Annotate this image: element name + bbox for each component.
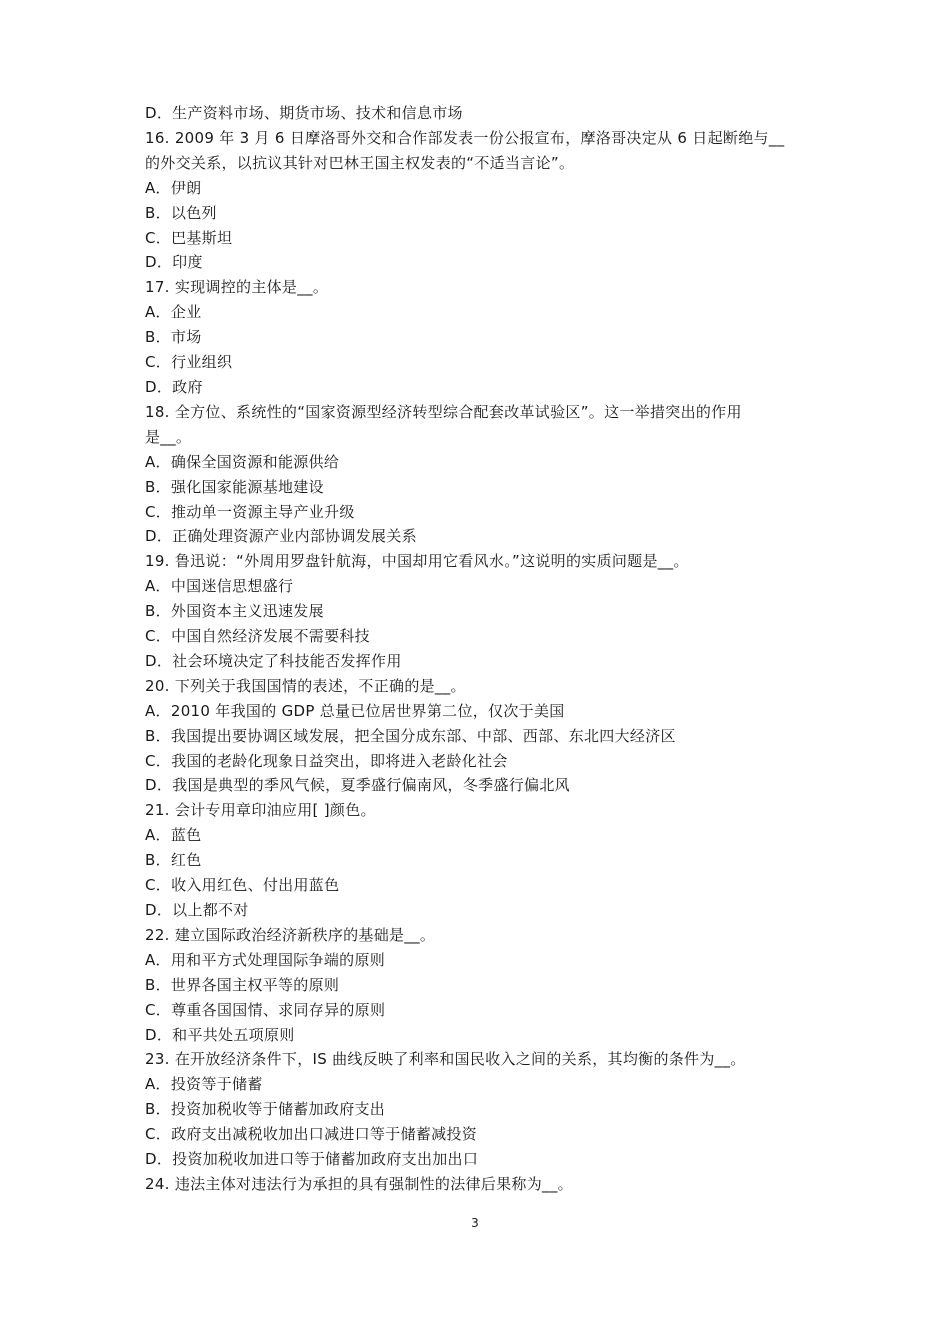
text-line: C．政府支出减税收加出口减进口等于储蓄减投资 <box>145 1125 478 1144</box>
text-line: C．推动单一资源主导产业升级 <box>145 502 355 521</box>
text-line: B．投资加税收等于储蓄加政府支出 <box>145 1100 386 1119</box>
text-line: C．行业组织 <box>145 353 233 372</box>
text-line: 23. 在开放经济条件下，IS 曲线反映了利率和国民收入之间的关系，其均衡的条件为__。 <box>145 1050 746 1069</box>
text-line: A．用和平方式处理国际争端的原则 <box>145 950 386 969</box>
text-line: 17. 实现调控的主体是__。 <box>145 278 329 297</box>
text-line: B．强化国家能源基地建设 <box>145 477 324 496</box>
text-line: A．企业 <box>145 303 202 322</box>
text-line: 18. 全方位、系统性的“国家资源型经济转型综合配套改革试验区”。这一举措突出的作用 <box>145 402 742 421</box>
text-line: 19. 鲁迅说：“外周用罗盘针航海，中国却用它看风水。”这说明的实质问题是__。 <box>145 552 689 571</box>
text-line: C．我国的老龄化现象日益突出，即将进入老龄化社会 <box>145 751 508 770</box>
text-line: 是__。 <box>145 427 192 446</box>
text-line: D．社会环境决定了科技能否发挥作用 <box>145 651 402 670</box>
text-line: B．市场 <box>145 328 202 347</box>
text-line: C．尊重各国国情、求同存异的原则 <box>145 1000 386 1019</box>
text-line: D．和平共处五项原则 <box>145 1025 295 1044</box>
text-line: D．政府 <box>145 377 203 396</box>
text-line: A．伊朗 <box>145 178 202 197</box>
text-line: D．我国是典型的季风气候，夏季盛行偏南风，冬季盛行偏北风 <box>145 776 570 795</box>
text-line: B．外国资本主义迅速发展 <box>145 602 324 621</box>
text-line: A．蓝色 <box>145 826 202 845</box>
text-line: D．生产资料市场、期货市场、技术和信息市场 <box>145 104 463 122</box>
text-line: 16. 2009 年 3 月 6 日摩洛哥外交和合作部发表一份公报宣布，摩洛哥决定从 6 日起断绝与__ <box>145 128 785 147</box>
text-line: A．中国迷信思想盛行 <box>145 577 294 596</box>
text-line: 20. 下列关于我国国情的表述，不正确的是__。 <box>145 676 466 695</box>
text-line: 24. 违法主体对违法行为承担的具有强制性的法律后果称为__。 <box>145 1174 573 1193</box>
text-line: B．红色 <box>145 851 202 870</box>
text-line: D．以上都不对 <box>145 901 249 919</box>
text-line: C．中国自然经济发展不需要科技 <box>145 627 370 646</box>
text-line: 21. 会计专用章印油应用[ ]颜色。 <box>145 801 376 820</box>
text-line: A．确保全国资源和能源供给 <box>145 452 340 471</box>
text-line: 22. 建立国际政治经济新秩序的基础是__。 <box>145 925 436 944</box>
text-line: B．以色列 <box>145 203 217 222</box>
text-line: D．正确处理资源产业内部协调发展关系 <box>145 527 417 546</box>
text-line: A．投资等于储蓄 <box>145 1075 263 1094</box>
text-line: C．收入用红色、付出用蓝色 <box>145 876 340 895</box>
text-line: B．世界各国主权平等的原则 <box>145 975 340 994</box>
text-line: D．投资加税收加进口等于储蓄加政府支出加出口 <box>145 1150 479 1169</box>
page-number: 3 <box>471 1216 479 1230</box>
text-line: B．我国提出要协调区域发展，把全国分成东部、中部、西部、东北四大经济区 <box>145 726 676 745</box>
text-line: A．2010 年我国的 GDP 总量已位居世界第二位，仅次于美国 <box>145 701 565 720</box>
text-line: D．印度 <box>145 253 203 272</box>
text-line: 的外交关系，以抗议其针对巴林王国主权发表的“不适当言论”。 <box>145 153 575 172</box>
question-text-block <box>145 101 813 1197</box>
text-line: C．巴基斯坦 <box>145 228 233 247</box>
